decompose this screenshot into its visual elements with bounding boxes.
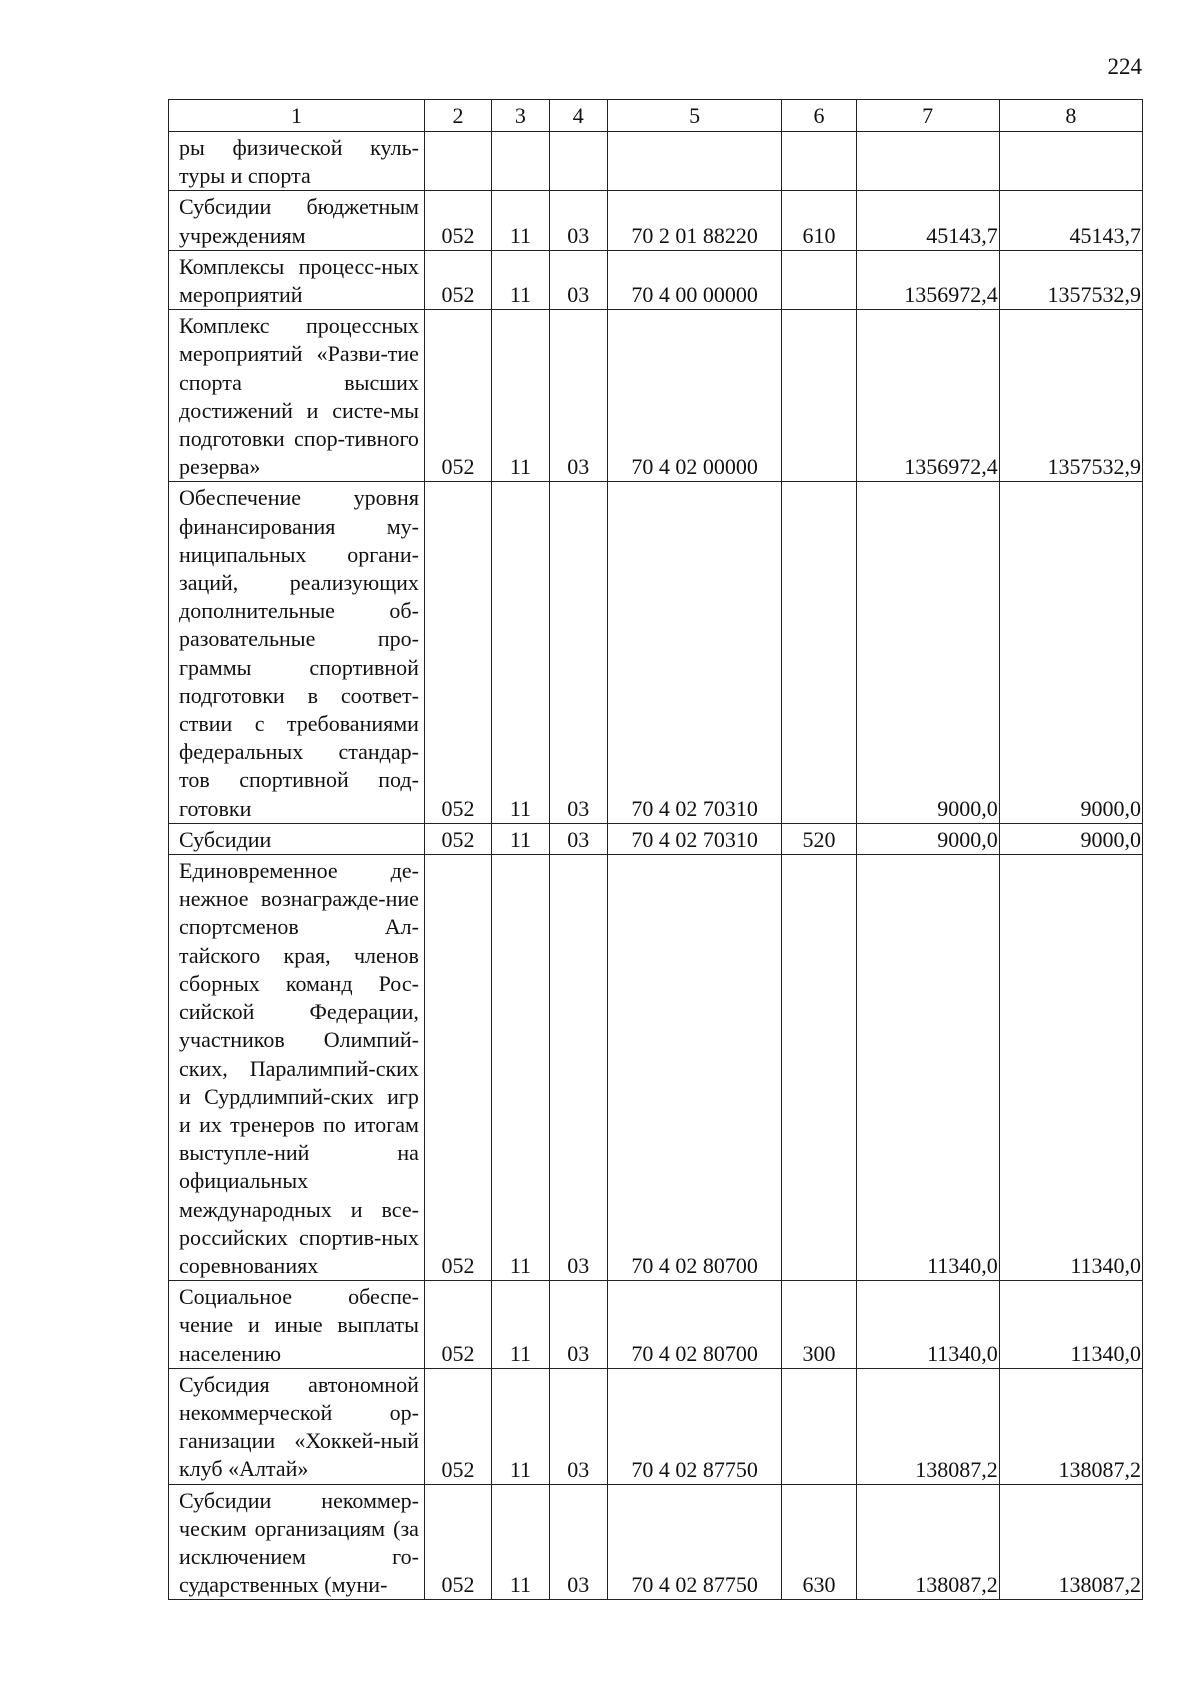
row-cell-5: 70 2 01 88220 — [607, 191, 782, 250]
row-cell-6 — [782, 855, 856, 1281]
table-row — [169, 310, 1143, 482]
header-row — [169, 100, 1143, 132]
row-cell-3: 11 — [491, 310, 549, 482]
row-name-cell: Обеспечение уровня финансирования му-ниципальных органи-заций, реализующих дополнительные об-разовательные про-граммы спортивной подготовки в соответ-ствии с требованиями федеральных стандар-тов спортивной под-готовки — [169, 482, 425, 823]
row-cell-2: 052 — [424, 482, 491, 823]
row-cell-4: 03 — [549, 250, 607, 309]
row-cell-6: 520 — [782, 823, 856, 854]
row-cell-2 — [424, 132, 491, 191]
row-cell-8: 45143,7 — [999, 191, 1142, 250]
table-row — [169, 1281, 1143, 1369]
row-name-cell: Социальное обеспе-чение и иные выплаты населению — [169, 1281, 425, 1369]
row-cell-3 — [491, 132, 549, 191]
row-cell-2: 052 — [424, 191, 491, 250]
row-cell-8: 138087,2 — [999, 1484, 1142, 1600]
row-cell-3: 11 — [491, 250, 549, 309]
row-cell-8: 11340,0 — [999, 1281, 1142, 1369]
row-cell-5: 70 4 02 80700 — [607, 1281, 782, 1369]
table-row — [169, 855, 1143, 1281]
row-cell-7: 9000,0 — [856, 482, 999, 823]
table-row — [169, 250, 1143, 309]
row-name-cell: Единовременное де-нежное вознагражде-ние спортсменов Ал-тайского края, членов сборных команд Рос-сийской Федерации, участников Олимпий-ских, Паралимпий-ских и Сурдлимпий-ских игр и их тренеров по итогам выступле-ний на официальных международных и все-российских спортив-ных соревнованиях — [169, 855, 425, 1281]
row-cell-7: 138087,2 — [856, 1368, 999, 1484]
row-cell-4: 03 — [549, 855, 607, 1281]
table-row — [169, 1368, 1143, 1484]
row-cell-3: 11 — [491, 482, 549, 823]
row-cell-2: 052 — [424, 1484, 491, 1600]
table-body — [169, 132, 1143, 1600]
row-cell-4: 03 — [549, 823, 607, 854]
row-cell-7: 11340,0 — [856, 855, 999, 1281]
row-cell-7: 1356972,4 — [856, 310, 999, 482]
row-cell-4: 03 — [549, 310, 607, 482]
table-row — [169, 482, 1143, 823]
row-cell-6: 630 — [782, 1484, 856, 1600]
row-name-cell: Субсидии бюджетным учреждениям — [169, 191, 425, 250]
row-cell-6 — [782, 132, 856, 191]
row-cell-4 — [549, 132, 607, 191]
row-cell-8 — [999, 132, 1142, 191]
row-cell-7: 1356972,4 — [856, 250, 999, 309]
row-name-cell: Субсидии некоммер-ческим организациям (за исключением го-сударственных (муни- — [169, 1484, 425, 1600]
row-cell-6: 300 — [782, 1281, 856, 1369]
row-cell-7 — [856, 132, 999, 191]
header-cell-3: 3 — [491, 100, 549, 132]
row-cell-4: 03 — [549, 1281, 607, 1369]
row-cell-2: 052 — [424, 823, 491, 854]
row-cell-8: 138087,2 — [999, 1368, 1142, 1484]
row-cell-8: 1357532,9 — [999, 250, 1142, 309]
row-cell-8: 1357532,9 — [999, 310, 1142, 482]
row-name-cell: Комплексы процесс-ных мероприятий — [169, 250, 425, 309]
row-cell-6 — [782, 250, 856, 309]
row-cell-5: 70 4 02 87750 — [607, 1484, 782, 1600]
row-cell-7: 9000,0 — [856, 823, 999, 854]
row-cell-7: 138087,2 — [856, 1484, 999, 1600]
row-cell-6 — [782, 1368, 856, 1484]
table-row — [169, 132, 1143, 191]
row-cell-2: 052 — [424, 1281, 491, 1369]
row-cell-6: 610 — [782, 191, 856, 250]
row-cell-7: 45143,7 — [856, 191, 999, 250]
row-cell-3: 11 — [491, 855, 549, 1281]
row-cell-5 — [607, 132, 782, 191]
row-cell-2: 052 — [424, 855, 491, 1281]
row-cell-3: 11 — [491, 191, 549, 250]
header-cell-1: 1 — [169, 100, 425, 132]
row-cell-5: 70 4 00 00000 — [607, 250, 782, 309]
row-cell-5: 70 4 02 80700 — [607, 855, 782, 1281]
row-cell-4: 03 — [549, 191, 607, 250]
header-cell-7: 7 — [856, 100, 999, 132]
header-cell-6: 6 — [782, 100, 856, 132]
row-cell-5: 70 4 02 87750 — [607, 1368, 782, 1484]
row-name-cell: Субсидии — [169, 823, 425, 854]
table-row — [169, 1484, 1143, 1600]
row-cell-2: 052 — [424, 1368, 491, 1484]
row-name-cell: Субсидия автономной некоммерческой ор-ганизации «Хоккей-ный клуб «Алтай» — [169, 1368, 425, 1484]
row-cell-6 — [782, 482, 856, 823]
row-cell-2: 052 — [424, 250, 491, 309]
row-cell-2: 052 — [424, 310, 491, 482]
row-cell-6 — [782, 310, 856, 482]
row-cell-8: 11340,0 — [999, 855, 1142, 1281]
row-cell-8: 9000,0 — [999, 482, 1142, 823]
header-cell-2: 2 — [424, 100, 491, 132]
header-cell-4: 4 — [549, 100, 607, 132]
row-cell-3: 11 — [491, 823, 549, 854]
row-cell-3: 11 — [491, 1368, 549, 1484]
row-cell-4: 03 — [549, 1484, 607, 1600]
table-row — [169, 191, 1143, 250]
row-name-cell: ры физической куль-туры и спорта — [169, 132, 425, 191]
row-name-cell: Комплекс процессных мероприятий «Разви-тие спорта высших достижений и систе-мы подготовки спор-тивного резерва» — [169, 310, 425, 482]
row-cell-3: 11 — [491, 1484, 549, 1600]
header-cell-5: 5 — [607, 100, 782, 132]
header-cell-8: 8 — [999, 100, 1142, 132]
row-cell-4: 03 — [549, 482, 607, 823]
row-cell-8: 9000,0 — [999, 823, 1142, 854]
row-cell-3: 11 — [491, 1281, 549, 1369]
budget-table — [168, 99, 1143, 1600]
row-cell-5: 70 4 02 70310 — [607, 823, 782, 854]
row-cell-4: 03 — [549, 1368, 607, 1484]
row-cell-5: 70 4 02 00000 — [607, 310, 782, 482]
row-cell-5: 70 4 02 70310 — [607, 482, 782, 823]
page-number: 224 — [1107, 54, 1142, 79]
row-cell-7: 11340,0 — [856, 1281, 999, 1369]
table-row — [169, 823, 1143, 854]
